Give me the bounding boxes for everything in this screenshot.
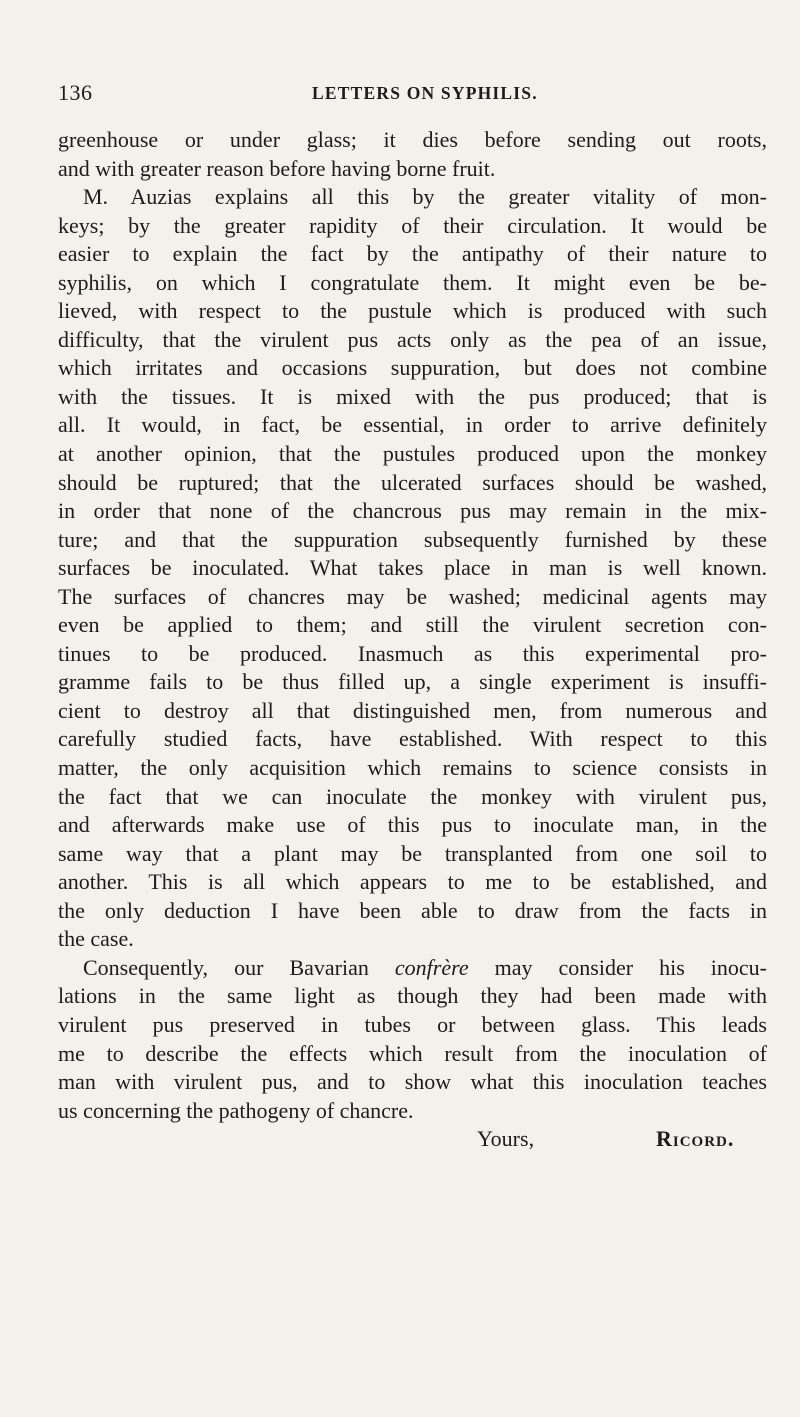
text-line: greenhouse or under glass; it dies before sending out roots,: [58, 127, 767, 152]
text-line: lieved, with respect to the pustule which is produced with such: [58, 298, 767, 324]
text-line: surfaces be inoculated. What takes place in man is well known.: [58, 555, 767, 581]
text-line: keys; by the greater rapidity of their circulation. It would be: [58, 212, 767, 238]
text-line: same way that a plant may be transplanted from one soil to: [58, 840, 767, 866]
text-line: [58, 954, 767, 983]
text-line: us concerning the pathogeny of chancre.: [58, 1097, 414, 1123]
text-line: in order that none of the chancrous pus may remain in the mix-: [58, 498, 767, 524]
text-line: and afterwards make use of this pus to inoculate man, in the: [58, 812, 767, 838]
text-line: syphilis, on which I congratulate them. It might even be be-: [58, 269, 767, 295]
page-number: 136: [58, 80, 93, 105]
text-line: all. It would, in fact, be essential, in order to arrive definitely: [58, 412, 767, 438]
page-header: [58, 80, 766, 110]
text-line: M. Auzias explains all this by the greater vitality of mon-: [83, 184, 767, 210]
text-line: virulent pus preserved in tubes or between glass. This leads: [58, 1011, 767, 1037]
text-line: which irritates and occasions suppuration, but does not combine: [58, 355, 767, 381]
text-line: with the tissues. It is mixed with the pus produced; that is: [58, 383, 767, 409]
closing: Yours,: [477, 1126, 535, 1152]
text-line: me to describe the effects which result from the inoculation of: [58, 1040, 767, 1066]
text-line: the fact that we can inoculate the monkey with virulent pus,: [58, 783, 767, 809]
text-line: ture; and that the suppuration subsequently furnished by these: [58, 526, 767, 552]
text-line: lations in the same light as though they had been made with: [58, 983, 767, 1009]
text-line: gramme fails to be thus filled up, a single experiment is insuffi-: [58, 669, 767, 695]
text-line: at another opinion, that the pustules produced upon the monkey: [58, 441, 767, 467]
running-title: LETTERS ON SYPHILIS.: [312, 83, 538, 103]
signature: Ricord.: [656, 1126, 735, 1152]
text-fragment: may consider his inocu-: [468, 954, 767, 980]
paragraph-1: [58, 126, 767, 954]
text-line: difficulty, that the virulent pus acts only as the pea of an issue,: [58, 326, 767, 352]
text-line: the case.: [58, 926, 134, 952]
text-line: tinues to be produced. Inasmuch as this experimental pro-: [58, 640, 767, 666]
text-line: and with greater reason before having borne fruit.: [58, 155, 496, 181]
text-line: even be applied to them; and still the virulent secretion con-: [58, 612, 767, 638]
text-line: another. This is all which appears to me to be established, and: [58, 869, 767, 895]
text-line: The surfaces of chancres may be washed; medicinal agents may: [58, 583, 767, 609]
paragraph-2: [58, 982, 767, 1125]
text-line: carefully studied facts, have established. With respect to this: [58, 726, 767, 752]
text-line: the only deduction I have been able to draw from the facts in: [58, 897, 767, 923]
text-line: cient to destroy all that distinguished men, from numerous and: [58, 697, 767, 723]
letter-signoff: [58, 1125, 767, 1154]
italic-term: confrère: [394, 954, 469, 980]
text-line: matter, the only acquisition which remains to science consists in: [58, 755, 767, 781]
text-line: man with virulent pus, and to show what this inoculation teaches: [58, 1069, 767, 1095]
text-fragment: Consequently, our Bavarian: [83, 954, 395, 980]
body-text: [58, 126, 767, 1154]
text-line: easier to explain the fact by the antipathy of their nature to: [58, 241, 767, 267]
text-line: should be ruptured; that the ulcerated surfaces should be washed,: [58, 469, 767, 495]
